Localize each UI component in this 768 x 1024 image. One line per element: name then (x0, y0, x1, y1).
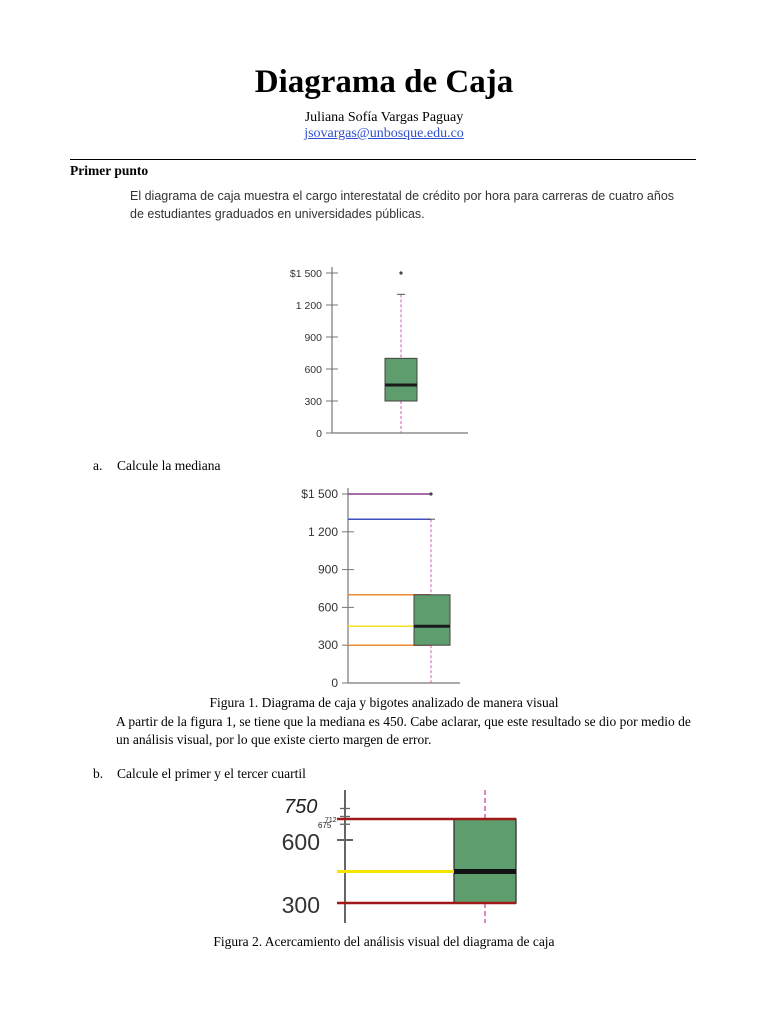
outlier-point (399, 271, 402, 274)
problem-statement: El diagrama de caja muestra el cargo interestatal de crédito por hora para carreras de cuatro años de estudiantes graduados en universidades públicas. (130, 189, 675, 221)
document-title: Diagrama de Caja (254, 64, 514, 100)
question-a (93, 458, 220, 474)
question-b-label: b. (93, 766, 104, 781)
iqr-box (385, 358, 417, 401)
y-tick-label: 900 (304, 332, 322, 344)
iqr-box (414, 595, 450, 645)
y-tick-label: 600 (317, 600, 338, 615)
y-tick-label: $1 500 (301, 487, 338, 501)
iqr-box (454, 819, 516, 903)
question-b (93, 766, 306, 782)
annotation-712: 712 (325, 817, 337, 824)
y-tick-label: 1 200 (295, 300, 322, 312)
section-heading: Primer punto (70, 163, 149, 178)
boxplot-zoomed (270, 788, 530, 923)
y-tick-label: 900 (317, 562, 338, 577)
question-b-text: Calcule el primer y el tercer cuartil (117, 766, 306, 781)
outlier-point (429, 492, 432, 495)
answer-a: A partir de la figura 1, se tiene que la mediana es 450. Cabe aclarar, que este resultado se dio por medio de un análisis visual, por lo que existe cierto margen de error. (116, 714, 691, 747)
figure-2-caption: Figura 2. Acercamiento del análisis visual del diagrama de caja (213, 934, 555, 949)
question-a-text: Calcule la mediana (117, 458, 221, 473)
author-email-link[interactable]: jsovargas@unbosque.edu.co (304, 126, 464, 141)
y-tick-label: 300 (317, 638, 338, 653)
y-tick-label: 600 (281, 829, 320, 855)
boxplot-annotated (285, 480, 460, 693)
section-divider (70, 159, 696, 160)
question-a-label: a. (93, 458, 103, 473)
y-tick-label: 600 (304, 364, 322, 376)
y-tick-label: 1 200 (307, 524, 338, 539)
annotation-675: 675 (318, 821, 332, 830)
y-tick-label: 300 (281, 892, 320, 918)
y-tick-label: 0 (316, 428, 322, 440)
figure-1-caption: Figura 1. Diagrama de caja y bigotes analizado de manera visual (209, 695, 559, 710)
y-tick-label: 300 (304, 396, 322, 408)
y-tick-label: $1 500 (289, 268, 322, 280)
author-name: Juliana Sofía Vargas Paguay (304, 110, 464, 125)
boxplot-original (270, 258, 480, 440)
y-tick-label: 0 (331, 676, 338, 690)
annotation-750: 750 (284, 796, 318, 818)
